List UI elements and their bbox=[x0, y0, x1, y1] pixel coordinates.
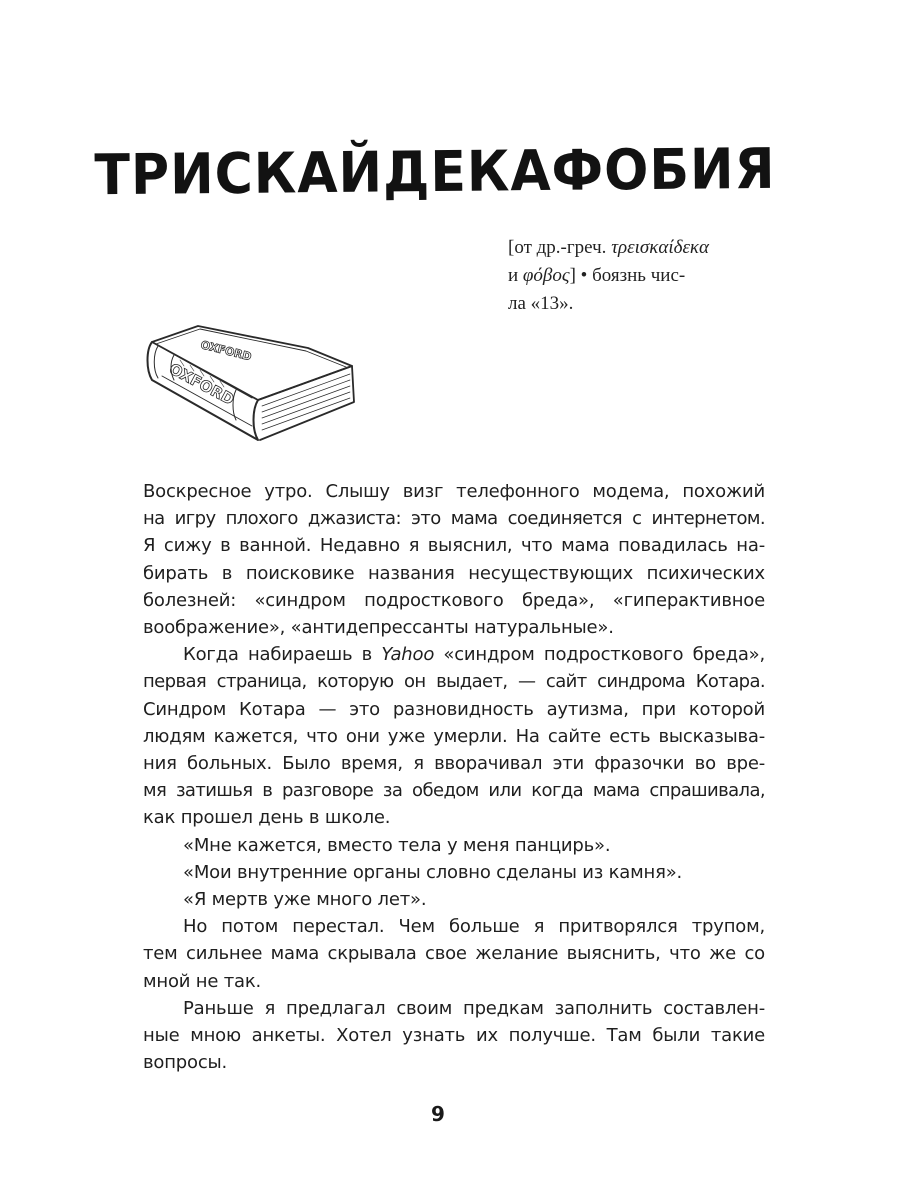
text-line: вопросы. bbox=[143, 1052, 228, 1074]
text-line: тем сильнее мама скрывала свое желание выяснить, что же со bbox=[143, 943, 765, 965]
text-line: ные мною анкеты. Хотел узнать их получше. Там были такие bbox=[143, 1025, 765, 1047]
text-line: как прошел день в школе. bbox=[143, 807, 391, 829]
text-line: первая страница, которую он выдает, — сайт синдрома Котара. bbox=[143, 671, 765, 693]
text-fragment: Когда набираешь в bbox=[183, 644, 382, 666]
text-line: людям кажется, что они уже умерли. На сайте есть высказыва- bbox=[143, 725, 765, 747]
etymology-line-1 bbox=[508, 234, 758, 262]
page-number: 9 bbox=[431, 1102, 445, 1126]
text-line: Воскресное утро. Слышу визг телефонного модема, похожий bbox=[143, 481, 765, 502]
book-sketch-icon bbox=[140, 320, 370, 445]
quote-line: «Я мертв уже много лет». bbox=[183, 889, 427, 911]
quote-line: «Мои внутренние органы словно сделаны из камня». bbox=[183, 861, 683, 883]
brand-name: Yahoo bbox=[381, 644, 435, 666]
etymology-text: и bbox=[508, 265, 523, 286]
etymology-text: ] • боязнь чис- bbox=[569, 265, 686, 286]
book-cover-text: OXFORD bbox=[199, 338, 253, 364]
book-spine-text: OXFORD bbox=[166, 359, 238, 409]
etymology-text: [от др.-греч. bbox=[508, 237, 612, 258]
text-line: болезней: «синдром подросткового бреда», «гиперактивное bbox=[143, 589, 765, 611]
text-line: Раньше я предлагал своим предкам заполнить составлен- bbox=[183, 997, 765, 1019]
text-line: бирать в поисковике названия несуществующих психических bbox=[143, 562, 765, 584]
text-line: Я сижу в ванной. Недавно я выяснил, что мама повадилась на- bbox=[143, 535, 765, 557]
text-line bbox=[143, 641, 765, 668]
chapter-title: ТРИСКАЙДЕКАФОБИЯ bbox=[94, 136, 776, 209]
text-fragment: «синдром подросткового бреда», bbox=[434, 644, 765, 666]
greek-word: φόβος bbox=[522, 265, 570, 286]
body-text bbox=[143, 478, 765, 1076]
quote-line: «Мне кажется, вместо тела у меня панцирь». bbox=[183, 834, 611, 856]
text-line: мя затишья в разговоре за обедом или когда мама спрашивала, bbox=[143, 780, 765, 802]
greek-word: τρεισκαίδεκα bbox=[611, 237, 710, 258]
text-line: ния больных. Было время, я вворачивал эти фразочки во вре- bbox=[143, 753, 765, 775]
etymology-line-2 bbox=[508, 262, 758, 290]
text-line: Но потом перестал. Чем больше я притворялся трупом, bbox=[183, 916, 765, 938]
text-line: Синдром Котара — это разновидность аутизма, при которой bbox=[143, 698, 765, 720]
text-line: на игру плохого джазиста: это мама соединяется с интернетом. bbox=[143, 508, 765, 530]
etymology-line-3: ла «13». bbox=[508, 293, 574, 314]
text-line: воображение», «антидепрессанты натуральные». bbox=[143, 617, 614, 639]
text-line: мной не так. bbox=[143, 970, 262, 992]
etymology-note bbox=[508, 234, 758, 318]
